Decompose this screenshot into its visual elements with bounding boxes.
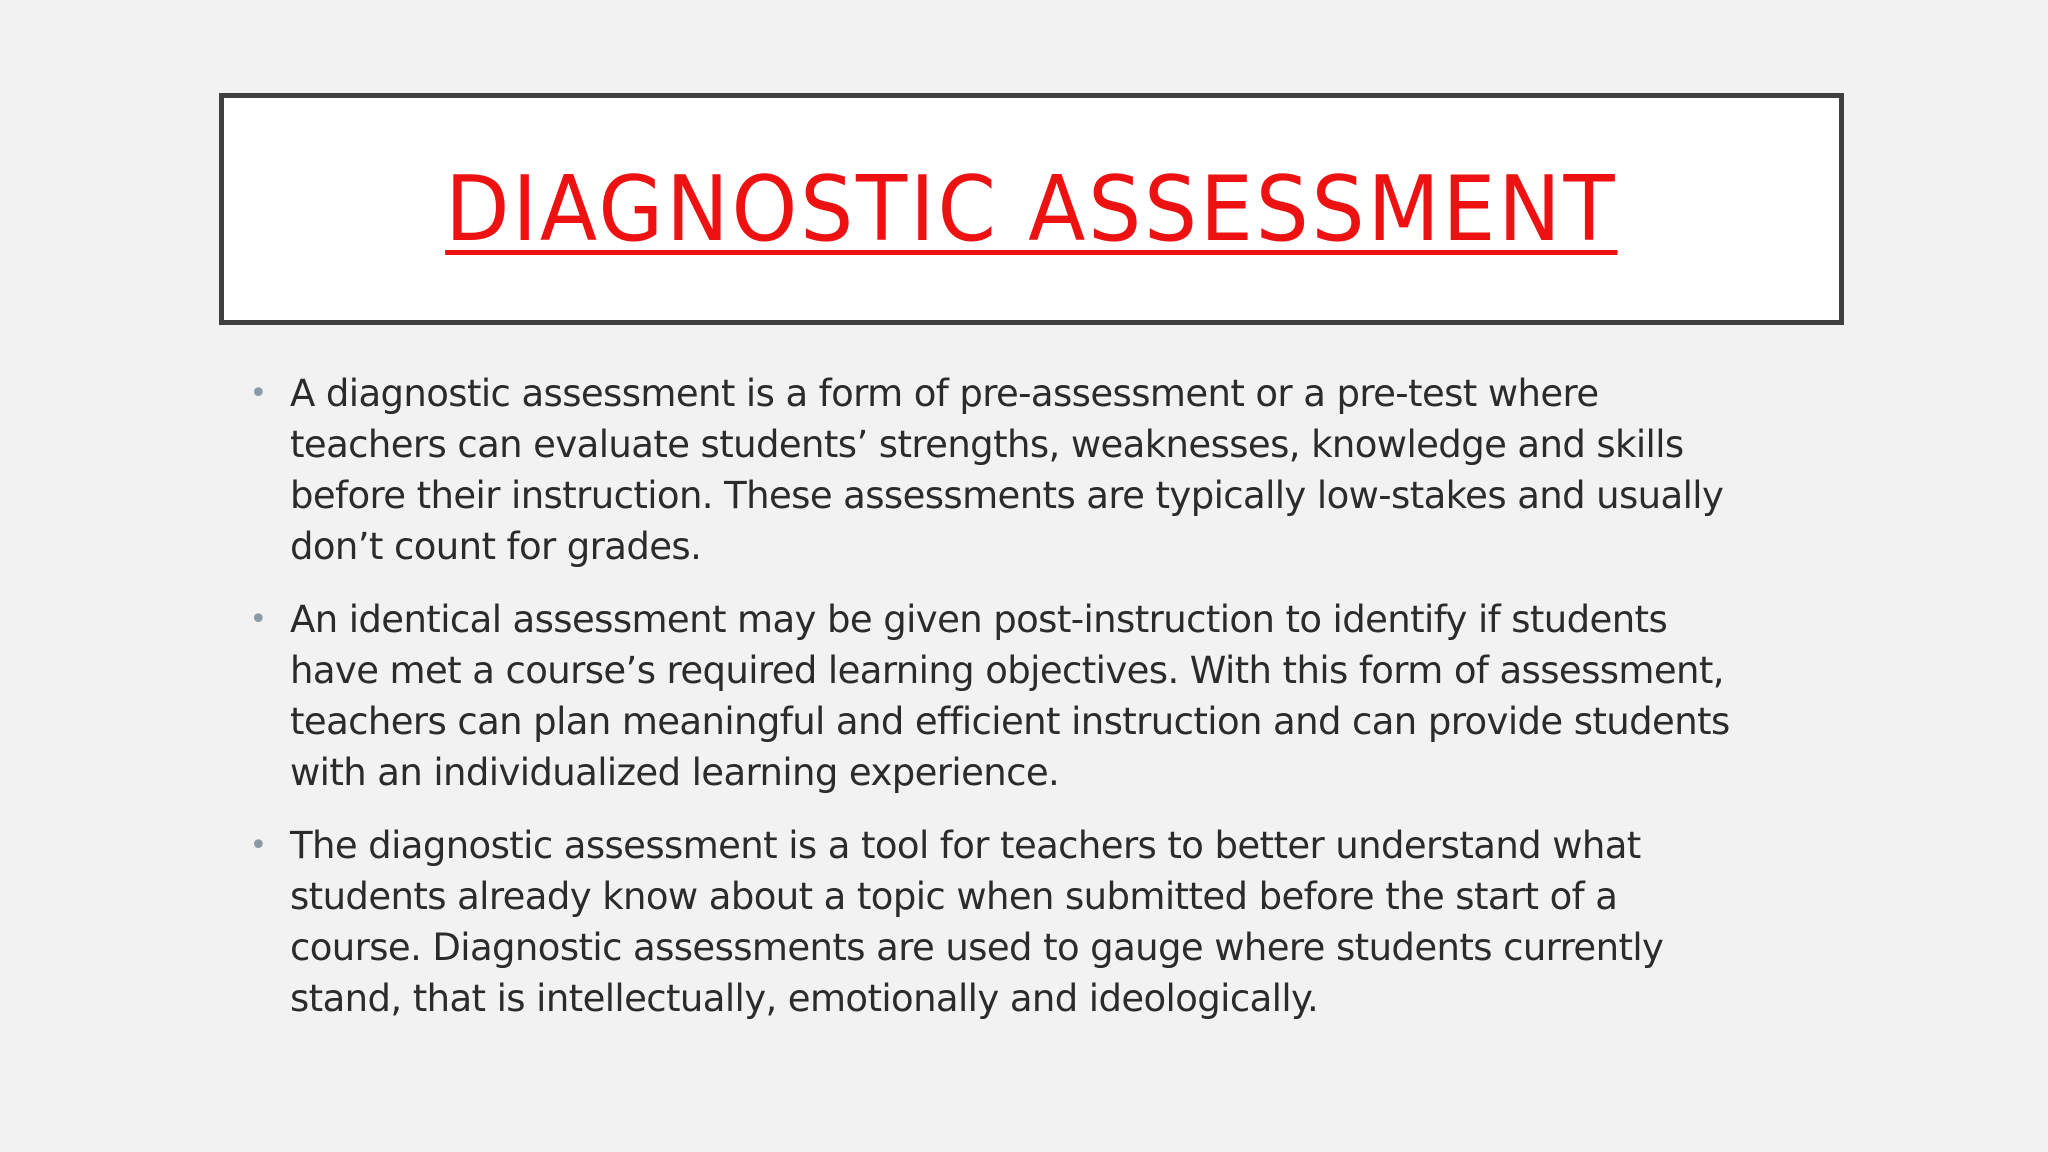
bullet-text-line: teachers can plan meaningful and efficient instruction and can provide students [290,700,1730,743]
bullet-text-line: students already know about a topic when submitted before the start of a [290,875,1618,918]
bullet-text-line: have met a course’s required learning objectives. With this form of assessment, [290,649,1724,692]
bullet-item [248,594,1808,798]
bullet-item [248,368,1808,572]
title-box [219,93,1844,325]
bullet-text-line: The diagnostic assessment is a tool for teachers to better understand what [290,824,1641,867]
bullet-text-line: with an individualized learning experience. [290,751,1060,794]
bullet-text-line: don’t count for grades. [290,525,702,568]
bullet-item [248,820,1808,1024]
bullet-text-line: An identical assessment may be given post-instruction to identify if students [290,598,1668,641]
bullet-text-line: before their instruction. These assessments are typically low-stakes and usually [290,474,1724,517]
slide-title: DIAGNOSTIC ASSESSMENT [445,156,1618,262]
bullet-icon: • [249,376,267,411]
bullet-text-line: stand, that is intellectually, emotionally and ideologically. [290,977,1319,1020]
bullet-text-line: teachers can evaluate students’ strengths, weaknesses, knowledge and skills [290,423,1684,466]
bullet-text-line: A diagnostic assessment is a form of pre-assessment or a pre-test where [290,372,1599,415]
bullet-text-line: course. Diagnostic assessments are used to gauge where students currently [290,926,1664,969]
bullet-list [248,368,1808,1046]
bullet-icon: • [249,828,267,863]
bullet-icon: • [249,602,267,637]
